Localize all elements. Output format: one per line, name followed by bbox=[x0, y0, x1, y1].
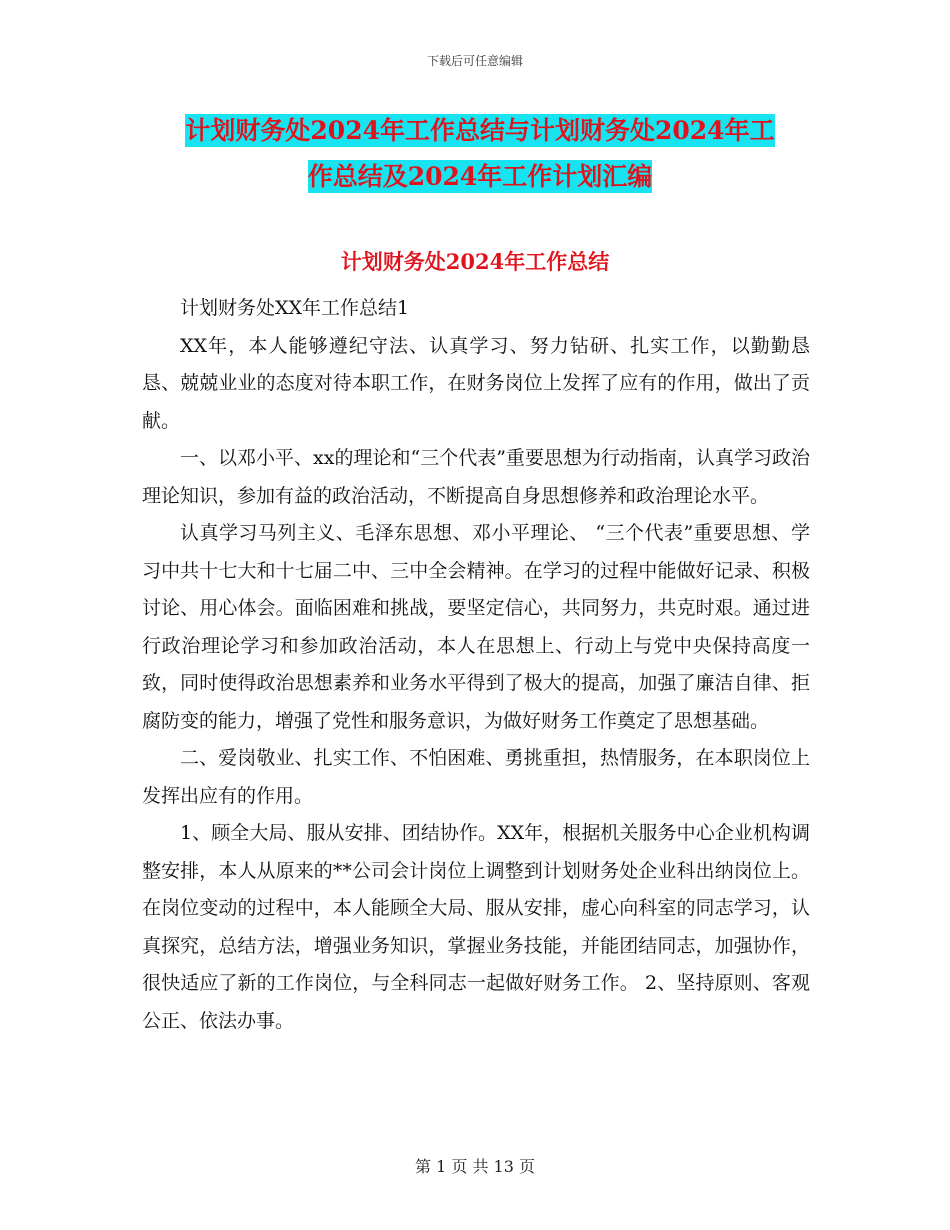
paragraph: 1、顾全大局、服从安排、团结协作。XX年，根据机关服务中心企业机构调整安排，本人从原来的**公司会计岗位上调整到计划财务处企业科出纳岗位上。在岗位变动的过程中，本人能顾全大局、服从安排，虚心向科室的同志学习，认真探究，总结方法，增强业务知识，掌握业务技能，并能团结同志，加强协作，很快适应了新的工作岗位，与全科同志一起做好财务工作。 2、坚持原则、客观公正、依法办事。 bbox=[142, 822, 810, 1032]
body-text bbox=[142, 290, 810, 1040]
header-note: 下载后可任意编辑 bbox=[426, 54, 523, 68]
paragraph: 计划财务处XX年工作总结1 bbox=[180, 297, 410, 319]
paragraph: 二、爱岗敬业、扎实工作、不怕困难、勇挑重担，热情服务，在本职岗位上发挥出应有的作用。 bbox=[142, 747, 810, 807]
paragraph: 一、以邓小平、xx的理论和“三个代表”重要思想为行动指南，认真学习政治理论知识，参加有益的政治活动，不断提高自身思想修养和政治理论水平。 bbox=[142, 447, 810, 507]
title-line-2: 作总结及2024年工作计划汇编 bbox=[307, 162, 653, 191]
paragraph: 认真学习马列主义、毛泽东思想、邓小平理论、 “三个代表”重要思想、学习中共十七大和十七届二中、三中全会精神。在学习的过程中能做好记录、积极讨论、用心体会。面临困难和挑战，要坚定信心，共同努力，共克时艰。通过进行政治理论学习和参加政治活动，本人在思想上、行动上与党中央保持高度一致，同时使得政治思想素养和业务水平得到了极大的提高，加强了廉洁自律、拒腐防变的能力，增强了党性和服务意识，为做好财务工作奠定了思想基础。 bbox=[142, 522, 810, 732]
title-line-1: 计划财务处2024年工作总结与计划财务处2024年工 bbox=[185, 116, 775, 145]
section-title: 计划财务处2024年工作总结 bbox=[340, 249, 610, 274]
page-number-footer: 第 1 页 共 13 页 bbox=[415, 1157, 535, 1176]
paragraph: XX年，本人能够遵纪守法、认真学习、努力钻研、扎实工作，以勤勤恳恳、兢兢业业的态度对待本职工作，在财务岗位上发挥了应有的作用，做出了贡献。 bbox=[142, 334, 810, 432]
document-title bbox=[130, 108, 830, 200]
